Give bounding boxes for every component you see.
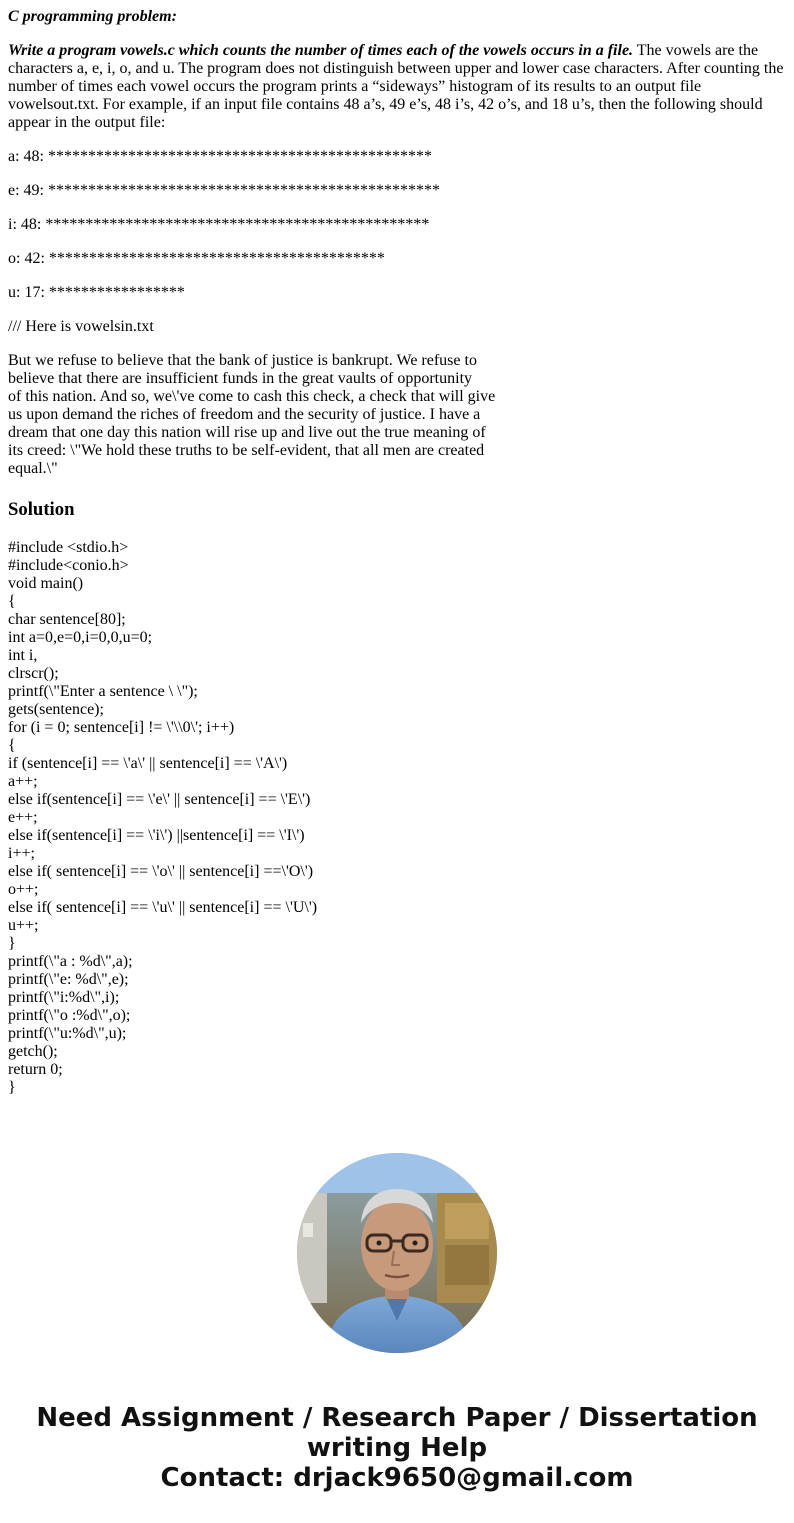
code-line: for (i = 0; sentence[i] != \'\\0\'; i++) (8, 719, 235, 736)
input-file-text (8, 352, 788, 478)
code-line: char sentence[80]; (8, 611, 126, 628)
code-line: printf(\"e: %d\",e); (8, 971, 129, 988)
code-line: else if( sentence[i] == \'u\' || sentence[i] == \'U\') (8, 899, 318, 916)
code-line: else if(sentence[i] == \'e\' || sentence[i] == \'E\') (8, 791, 311, 808)
code-line: #include<conio.h> (8, 557, 129, 574)
problem-task-bold: Write a program vowels.c which counts the number of times each of the vowels occurs in a file. (8, 42, 634, 59)
input-text-line: But we refuse to believe that the bank of justice is bankrupt. We refuse to (8, 352, 477, 369)
code-line: gets(sentence); (8, 701, 104, 718)
footer-line-2: writing Help (306, 1433, 488, 1463)
problem-title: C programming problem: (8, 8, 177, 25)
code-line: printf(\"a : %d\",a); (8, 953, 133, 970)
problem-statement-line: number of times each vowel occurs the program prints a “sideways” histogram of its results to an output file (8, 78, 702, 95)
input-text-line: dream that one day this nation will rise up and live out the true meaning of (8, 424, 486, 441)
code-line: return 0; (8, 1061, 63, 1078)
code-line: i++; (8, 845, 35, 862)
author-avatar (297, 1153, 497, 1353)
document-page (8, 8, 788, 1097)
footer-contact-email[interactable]: Contact: drjack9650@gmail.com (160, 1463, 634, 1493)
code-line: { (8, 737, 16, 754)
code-line: printf(\"u:%d\",u); (8, 1025, 127, 1042)
code-line: else if( sentence[i] == \'o\' || sentence[i] ==\'O\') (8, 863, 314, 880)
code-line: int i, (8, 647, 38, 664)
histogram-line-o: o: 42: ****************************************** (8, 250, 385, 267)
histogram-line-a: a: 48: ************************************************ (8, 148, 432, 165)
input-text-line: believe that there are insufficient funds in the great vaults of opportunity (8, 370, 473, 387)
input-text-line: equal.\" (8, 460, 58, 477)
code-line: int a=0,e=0,i=0,0,u=0; (8, 629, 153, 646)
code-line: clrscr(); (8, 665, 59, 682)
histogram-line-i: i: 48: ************************************************ (8, 216, 430, 233)
solution-code (8, 539, 788, 1097)
solution-heading: Solution (8, 499, 75, 520)
code-line: a++; (8, 773, 38, 790)
code-line: e++; (8, 809, 38, 826)
code-line: printf(\"o :%d\",o); (8, 1007, 131, 1024)
histogram-line-e: e: 49: ************************************************* (8, 182, 440, 199)
code-line: else if(sentence[i] == \'i\') ||sentence[i] == \'I\') (8, 827, 305, 844)
input-file-label: /// Here is vowelsin.txt (8, 318, 154, 335)
contact-footer (0, 1403, 794, 1493)
problem-statement-line: vowelsout.txt. For example, if an input file contains 48 a’s, 49 e’s, 48 i’s, 42 o’s, and 18 u’s, then the following should (8, 96, 763, 113)
code-line: u++; (8, 917, 39, 934)
avatar-photo-icon (297, 1153, 497, 1353)
problem-statement-line: appear in the output file: (8, 114, 166, 131)
code-line: } (8, 1079, 16, 1096)
problem-title-paragraph (8, 8, 788, 26)
code-line: } (8, 935, 16, 952)
code-line: printf(\"Enter a sentence \ \"); (8, 683, 198, 700)
code-line: getch(); (8, 1043, 58, 1060)
input-text-line: us upon demand the riches of freedom and the security of justice. I have a (8, 406, 481, 423)
code-line: if (sentence[i] == \'a\' || sentence[i] == \'A\') (8, 755, 288, 772)
code-line: o++; (8, 881, 39, 898)
problem-statement-line: characters a, e, i, o, and u. The program does not distinguish between upper and lower case characters. After counting the (8, 60, 784, 77)
code-line: { (8, 593, 16, 610)
problem-statement-text: The vowels are the (633, 42, 759, 59)
problem-statement-line (8, 42, 788, 60)
footer-line-1: Need Assignment / Research Paper / Dissertation (36, 1403, 758, 1433)
code-line: printf(\"i:%d\",i); (8, 989, 120, 1006)
input-text-line: its creed: \"We hold these truths to be self-evident, that all men are created (8, 442, 485, 459)
code-line: void main() (8, 575, 84, 592)
code-line: #include <stdio.h> (8, 539, 129, 556)
problem-statement (8, 42, 788, 132)
histogram-line-u: u: 17: ***************** (8, 284, 185, 301)
input-text-line: of this nation. And so, we\'ve come to cash this check, a check that will give (8, 388, 496, 405)
